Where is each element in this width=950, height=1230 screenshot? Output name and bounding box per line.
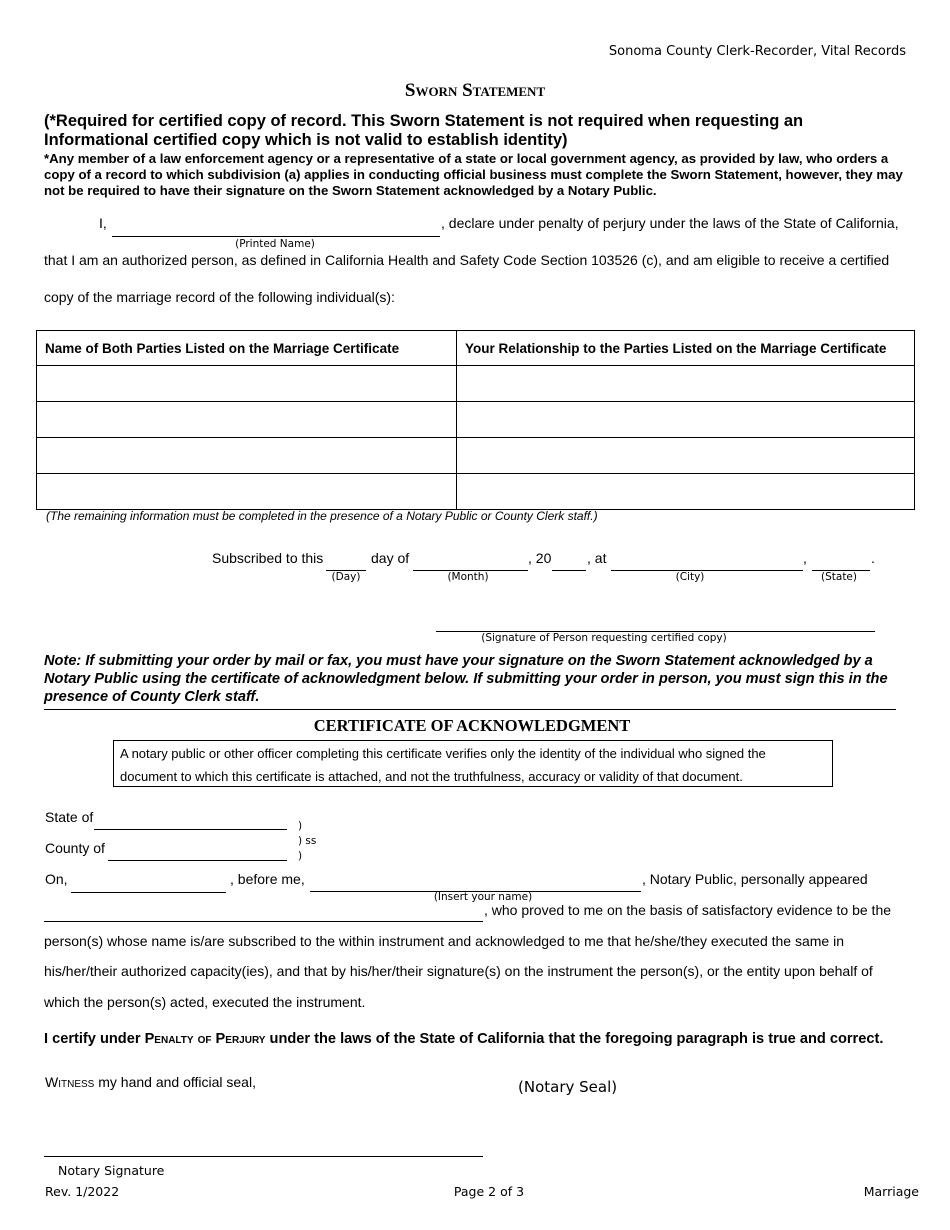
before-me-label: , before me, bbox=[230, 871, 305, 887]
year-field[interactable] bbox=[552, 570, 586, 571]
required-note: (*Required for certified copy of record. This Sworn Statement is not required when requesting an Informational certified copy which is not valid to establish identity) bbox=[44, 112, 804, 149]
acknowledgment-box bbox=[113, 740, 833, 787]
witness-caps: Witness bbox=[45, 1074, 95, 1090]
footer-page: Page 2 of 3 bbox=[453, 1184, 525, 1199]
insert-name-caption: (Insert your name) bbox=[433, 891, 533, 903]
state-of-field[interactable] bbox=[94, 829, 287, 830]
notary-seal-label: (Notary Seal) bbox=[518, 1078, 618, 1096]
agency-header: Sonoma County Clerk-Recorder, Vital Records bbox=[608, 44, 906, 59]
acknowledgment-title: CERTIFICATE OF ACKNOWLEDGMENT bbox=[313, 716, 631, 735]
relationship-cell[interactable] bbox=[457, 402, 915, 438]
period: . bbox=[871, 550, 875, 566]
state-caption: (State) bbox=[821, 571, 857, 583]
county-of-label: County of bbox=[45, 840, 105, 856]
printed-name-field[interactable] bbox=[112, 236, 440, 237]
ack-paragraph-line2: his/her/their authorized capacity(ies), and that by his/her/their signature(s) on the instrument the person(s), or the entity upon behalf of bbox=[44, 963, 873, 979]
declare-text: , declare under penalty of perjury under the laws of the State of California, bbox=[441, 215, 899, 231]
table-row bbox=[37, 474, 915, 510]
section-divider bbox=[44, 709, 896, 710]
ack-paragraph-line3: which the person(s) acted, executed the instrument. bbox=[44, 994, 366, 1010]
footer-form: Marriage bbox=[863, 1184, 919, 1199]
mail-note: Note: If submitting your order by mail or fax, you must have your signature on the Sworn Statement acknowledged by a Notary Public using the certificate of acknowledgment below. If submitting your order in person, you must sign this in the presence of County Clerk staff. bbox=[44, 653, 888, 705]
on-label: On, bbox=[45, 871, 68, 887]
notary-signature-label: Notary Signature bbox=[58, 1163, 165, 1178]
table-row bbox=[37, 402, 915, 438]
signer-name-field[interactable] bbox=[44, 921, 483, 922]
i-label: I, bbox=[99, 215, 107, 231]
remaining-note: (The remaining information must be completed in the presence of a Notary Public or County Clerk staff.) bbox=[46, 509, 598, 523]
witness-rest: my hand and official seal, bbox=[94, 1074, 256, 1090]
party-name-cell[interactable] bbox=[37, 438, 457, 474]
day-caption: (Day) bbox=[331, 571, 361, 583]
county-of-field[interactable] bbox=[108, 860, 287, 861]
paren-1: ) bbox=[298, 820, 303, 832]
subscribed-prefix: Subscribed to this bbox=[212, 550, 324, 566]
table-header-names: Name of Both Parties Listed on the Marriage Certificate bbox=[37, 331, 457, 366]
party-name-cell[interactable] bbox=[37, 402, 457, 438]
notary-public-label: , Notary Public, personally appeared bbox=[642, 871, 868, 887]
at-label: , at bbox=[587, 550, 607, 566]
state-of-label: State of bbox=[45, 809, 94, 825]
proved-text: , who proved to me on the basis of satisfactory evidence to be the bbox=[484, 902, 892, 918]
table-header-row bbox=[37, 331, 915, 366]
day-of-label: day of bbox=[371, 550, 410, 566]
ack-paragraph-line1: person(s) whose name is/are subscribed to the within instrument and acknowledged to me that he/she/they executed the same in bbox=[44, 933, 845, 949]
notary-signature-field[interactable] bbox=[44, 1156, 483, 1157]
party-name-cell[interactable] bbox=[37, 474, 457, 510]
table-header-relationship: Your Relationship to the Parties Listed on the Marriage Certificate bbox=[457, 331, 915, 366]
copy-text: copy of the marriage record of the following individual(s): bbox=[44, 289, 395, 305]
footer-rev: Rev. 1/2022 bbox=[45, 1184, 120, 1199]
relationship-cell[interactable] bbox=[457, 366, 915, 402]
acknowledgment-box-text: A notary public or other officer completing this certificate verifies only the identity of the individual who signed the document to which this certificate is attached, and not the truthfulness, accuracy or validity of that document. bbox=[120, 746, 766, 784]
signature-caption: (Signature of Person requesting certified copy) bbox=[481, 632, 727, 644]
year-prefix: , 20 bbox=[528, 550, 552, 566]
table-row bbox=[37, 366, 915, 402]
certify-caps: Penalty of Perjury bbox=[144, 1031, 266, 1047]
witness-line bbox=[45, 1074, 256, 1090]
agency-note: *Any member of a law enforcement agency or a representative of a state or local government agency, as provided by law, who orders a copy of a record to which subdivision (a) applies in conducting official business must complete the Sworn Statement, however, they may not be required to have their signature on the Sworn Statement acknowledged by a Notary Public. bbox=[44, 151, 903, 198]
authorized-text: that I am an authorized person, as defined in California Health and Safety Code Section 103526 (c), and am eligible to receive a certified bbox=[44, 252, 890, 268]
page-title: Sworn Statement bbox=[404, 80, 546, 101]
ss-label: ) ss bbox=[298, 835, 317, 847]
paren-2: ) bbox=[298, 850, 303, 862]
certify-pre: I certify under bbox=[44, 1031, 145, 1047]
table-row bbox=[37, 438, 915, 474]
relationship-cell[interactable] bbox=[457, 438, 915, 474]
parties-table bbox=[36, 330, 915, 510]
comma-separator: , bbox=[803, 550, 807, 566]
relationship-cell[interactable] bbox=[457, 474, 915, 510]
certify-statement bbox=[44, 1030, 906, 1048]
certify-post: under the laws of the State of California that the foregoing paragraph is true and correct. bbox=[265, 1031, 884, 1047]
printed-name-caption: (Printed Name) bbox=[235, 238, 315, 250]
date-field[interactable] bbox=[71, 892, 226, 893]
city-caption: (City) bbox=[675, 571, 705, 583]
party-name-cell[interactable] bbox=[37, 366, 457, 402]
month-caption: (Month) bbox=[447, 571, 489, 583]
